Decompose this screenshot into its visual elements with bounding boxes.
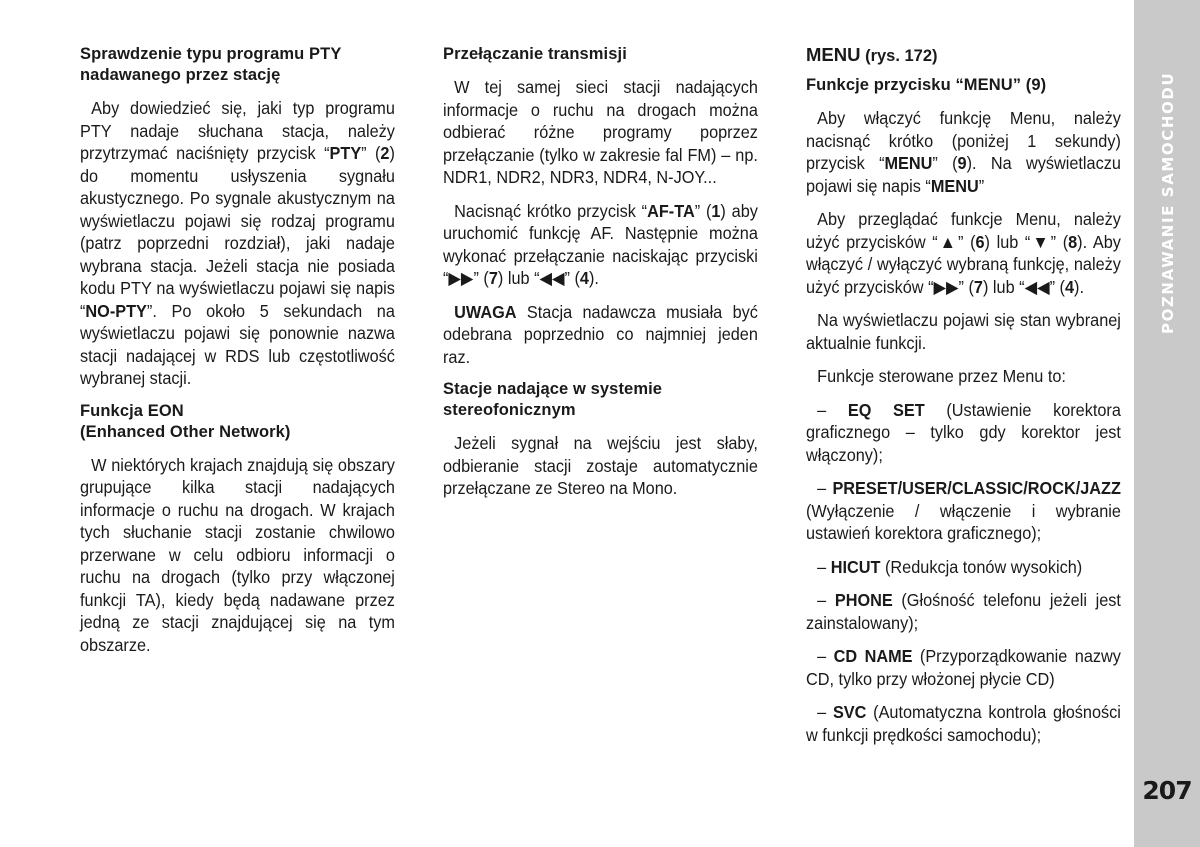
paragraph-stereo: Jeżeli sygnał na wejściu jest słaby, odbieranie stacji zostaje automatycznie przełączane ze Stereo na Mono.: [443, 433, 758, 498]
heading-switching: Przełączanie transmisji: [443, 45, 627, 63]
list-item: – PHONE (Głośność telefonu jeżeli jest zainstalowany);: [806, 590, 1121, 633]
heading-menu: MENU (rys. 172): [806, 44, 938, 65]
paragraph-eon: W niektórych krajach znajdują się obszary grupujące kilka stacji nadających informacje o ruchu na drogach. W krajach tych słuchanie stacji zostanie chwilowo przerwane w celu odbioru informacji o ruchu na drogach (tylko przy włączonej funkcji TA), kiedy będą nadawane przez jedną ze stacji znajdującej się na tym obszarze.: [80, 454, 395, 655]
paragraph-menu-enable: Aby włączyć funkcję Menu, należy nacisnąć krótko (poniżej 1 sekundy) przycisk “MENU” (9). Na wyświetlaczu pojawi się napis “MENU”: [806, 108, 1121, 196]
page-number: 207: [1142, 776, 1192, 805]
paragraph-menu-list-intro: Funkcje sterowane przez Menu to:: [817, 366, 1066, 386]
rewind-icon: ◀◀: [1024, 276, 1050, 297]
forward-icon: ▶▶: [448, 268, 474, 288]
column-2: [443, 44, 758, 511]
paragraph-menu-browse: Aby przeglądać funkcje Menu, należy użyć przycisków “▲” (6) lub “▼” (8). Aby włączyć / wyłączyć wybraną funkcję, należy użyć przycisków “▶▶” (7) lub “◀◀” (4).: [806, 209, 1121, 297]
heading-stereo: Stacje nadające w systemie stereofonicznym: [443, 380, 663, 419]
paragraph-note: UWAGA Stacja nadawcza musiała być odebrana poprzednio co najmniej jeden raz.: [443, 301, 758, 367]
menu-function-list: [806, 399, 1121, 747]
down-arrow-icon: ▼: [1030, 231, 1051, 252]
list-item: – EQ SET (Ustawienie korektora graficznego – tylko gdy korektor jest włączony);: [806, 399, 1121, 465]
forward-icon: ▶▶: [933, 276, 959, 297]
heading-eon: Funkcja EON (Enhanced Other Network): [80, 401, 291, 441]
list-item: – HICUT (Redukcja tonów wysokich): [817, 556, 1083, 577]
section-title: POZNAWANIE SAMOCHODU: [1159, 71, 1177, 334]
rewind-icon: ◀◀: [539, 268, 565, 288]
column-3: [806, 44, 1121, 757]
column-1: [80, 44, 395, 667]
note-label: UWAGA: [454, 301, 517, 322]
paragraph-af-ta: Nacisnąć krótko przycisk “AF-TA” (1) aby uruchomić funkcję AF. Następnie można wykonać przełączanie naciskając przyciski “▶▶” (7) lub “◀◀” (4).: [443, 200, 758, 288]
up-arrow-icon: ▲: [937, 231, 959, 252]
heading-pty: Sprawdzenie typu programu PTY nadawanego przez stację: [80, 45, 342, 84]
heading-menu-functions: Funkcje przycisku “MENU” (9): [806, 76, 1047, 94]
list-item: – PRESET/USER/CLASSIC/ROCK/JAZZ (Wyłączenie / włączenie i wybranie ustawień korektora graficznego);: [806, 478, 1121, 543]
list-item: – CD NAME (Przyporządkowanie nazwy CD, tylko przy włożonej płycie CD): [806, 646, 1121, 689]
paragraph-switching: W tej samej sieci stacji nadających informacje o ruchu na drogach można odbierać różne programy poprzez przełączanie (tylko w zakresie fal FM) – np. NDR1, NDR2, NDR3, NDR4, N-JOY...: [443, 77, 758, 187]
list-item: – SVC (Automatyczna kontrola głośności w funkcji prędkości samochodu);: [806, 702, 1121, 745]
paragraph-pty: Aby dowiedzieć się, jaki typ programu PTY nadaje słuchana stacja, należy przytrzymać naciśnięty przycisk “PTY” (2) do momentu usłyszenia sygnału akustycznego. Po sygnale akustycznym na wyświetlaczu pojawi się rodzaj programu (patrz poprzedni rozdział), jaki nadaje wybrana stacja. Jeżeli stacja nie posiada kodu PTY na wyświetlaczu pojawi się napis “NO-PTY”. Po około 5 sekundach na wyświetlaczu pojawi się ponownie nazwa stacji nadającej w RDS lub częstotliwość wybranej stacji.: [80, 98, 395, 388]
paragraph-menu-state: Na wyświetlaczu pojawi się stan wybranej aktualnie funkcji.: [806, 310, 1121, 353]
